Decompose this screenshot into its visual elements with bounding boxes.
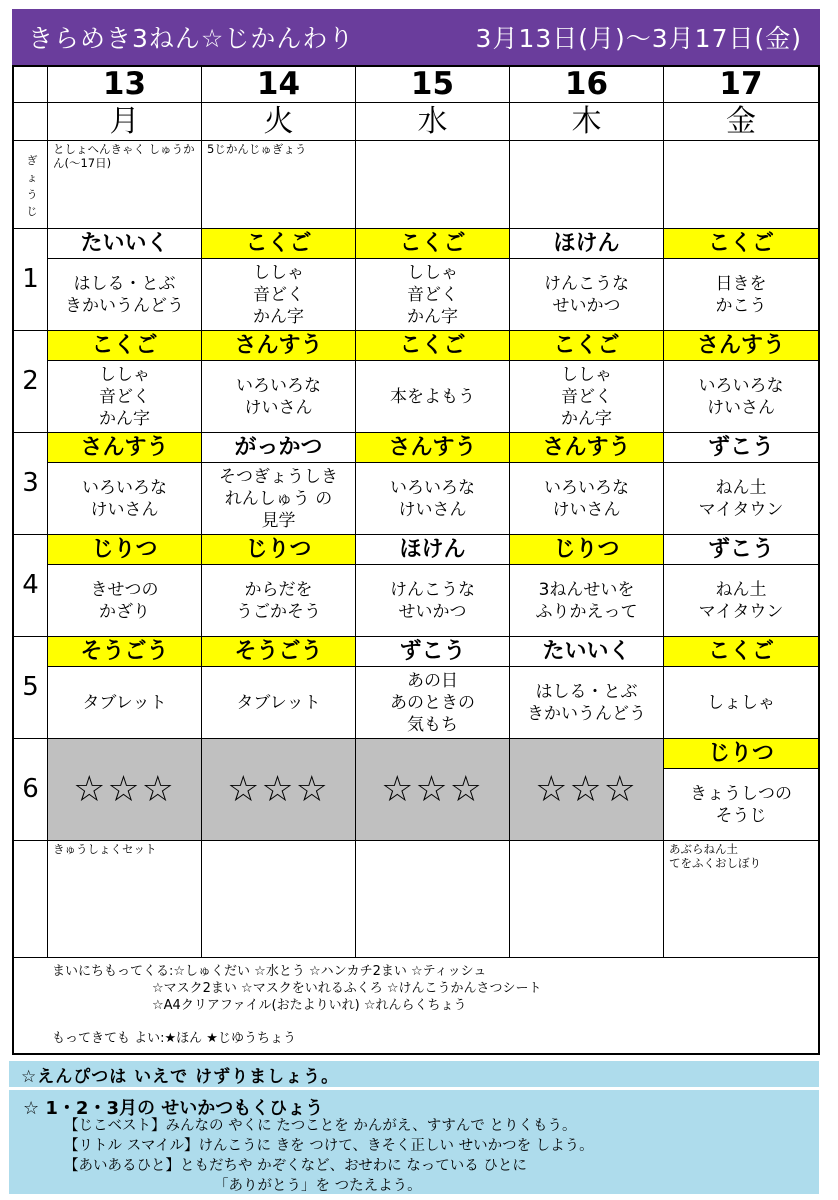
lesson-detail: ししゃ 音どく かん字	[407, 263, 458, 327]
subject-label: ずこう	[664, 432, 818, 463]
weekday-name: 金	[726, 104, 756, 139]
goal-line: 【リトル スマイル】けんこうに きを つけて、きそく正しい せいかつを しよう。	[64, 1138, 594, 1154]
row-divider	[14, 432, 818, 433]
divider	[14, 102, 818, 103]
belongings-text: きゅうしょくセット	[53, 842, 157, 856]
period-number: 1	[22, 264, 39, 294]
lesson-cell	[356, 432, 510, 534]
belongings-row	[14, 840, 818, 957]
period-number-cell	[14, 738, 48, 840]
period-row	[14, 738, 818, 840]
day-header-row	[14, 67, 818, 140]
period-number-cell	[14, 636, 48, 738]
day-number: 17	[719, 66, 763, 102]
lesson-cell	[664, 534, 818, 636]
lesson-cell	[664, 738, 818, 840]
lesson-detail: いろいろな けいさん	[698, 376, 784, 418]
lesson-cell	[48, 330, 202, 432]
notes-line: ☆A4クリアファイル(おたよりいれ) ☆れんらくちょう	[152, 998, 467, 1013]
subject-label: こくご	[664, 228, 818, 259]
subject-label: じりつ	[202, 534, 355, 565]
event-cell	[48, 140, 202, 228]
event-cell	[510, 140, 664, 228]
belongings-label-cell	[14, 840, 48, 957]
goal-line: 「ありがとう」を つたえよう。	[214, 1178, 422, 1194]
corner-cell	[14, 67, 48, 140]
no-class-cell	[356, 738, 510, 840]
daily-items-notes	[14, 957, 818, 1053]
lesson-cell	[202, 534, 356, 636]
events-label: ぎょうじ	[26, 154, 38, 218]
lesson-cell	[510, 228, 664, 330]
subject-label: さんすう	[510, 432, 663, 463]
lesson-cell	[48, 432, 202, 534]
subject-label: たいいく	[48, 228, 201, 259]
subject-label: じりつ	[664, 738, 818, 769]
timetable-header	[12, 9, 820, 65]
day-number: 14	[256, 66, 301, 102]
lesson-detail: あの日 あのときの 気もち	[390, 671, 475, 735]
lesson-cell	[202, 228, 356, 330]
belongings-cell	[48, 840, 202, 957]
period-row	[14, 432, 818, 534]
pencil-notice: ☆えんぴつは いえで けずりましょう。	[9, 1061, 819, 1087]
weekday-name: 月	[109, 104, 140, 139]
period-row	[14, 330, 818, 432]
subject-label: こくご	[356, 228, 509, 259]
stars-placeholder: ☆☆☆	[48, 738, 201, 840]
lesson-cell	[510, 534, 664, 636]
subject-label: こくご	[202, 228, 355, 259]
belongings-text: あぶらねん土 てをふくおしぼり	[669, 842, 761, 870]
lesson-cell	[664, 228, 818, 330]
lesson-cell	[510, 330, 664, 432]
lesson-cell	[356, 228, 510, 330]
event-cell	[202, 140, 356, 228]
lesson-cell	[48, 534, 202, 636]
goal-line: 【じこベスト】みんなの やくに たつことを かんがえ、すすんで とりくもう。	[64, 1118, 577, 1134]
lesson-detail: きせつの かざり	[90, 580, 159, 622]
row-divider	[14, 534, 818, 535]
lesson-cell	[48, 228, 202, 330]
lesson-cell	[664, 330, 818, 432]
event-text: としょへんきゃく しゅうかん(〜17日)	[53, 142, 195, 170]
day-number: 16	[564, 66, 609, 102]
lesson-detail: 3ねんせいを ふりかえって	[535, 580, 638, 622]
day-header-cell	[356, 67, 510, 140]
subject-label: さんすう	[356, 432, 509, 463]
subject-label: そうごう	[202, 636, 355, 667]
lesson-cell	[664, 432, 818, 534]
period-row	[14, 228, 818, 330]
lesson-detail: ねん土 マイタウン	[698, 478, 784, 520]
notes-line: まいにちもってくる:☆しゅくだい ☆水とう ☆ハンカチ2まい ☆ティッシュ	[52, 964, 487, 979]
subject-label: ほけん	[356, 534, 509, 565]
lesson-detail: いろいろな けいさん	[236, 376, 321, 418]
day-header-cell	[202, 67, 356, 140]
subject-label: ずこう	[356, 636, 509, 667]
belongings-cell	[356, 840, 510, 957]
stars-placeholder: ☆☆☆	[356, 738, 509, 840]
lesson-cell	[48, 636, 202, 738]
lesson-cell	[510, 432, 664, 534]
lesson-detail: きょうしつの そうじ	[690, 784, 792, 826]
goal-line: 【あいあるひと】ともだちや かぞくなど、おせわに なっている ひとに	[64, 1158, 527, 1174]
subject-label: がっかつ	[202, 432, 355, 463]
day-header-cell	[510, 67, 664, 140]
notes-line: もってきても よい:★ほん ★じゆうちょう	[52, 1031, 296, 1046]
period-row	[14, 534, 818, 636]
life-goals-panel	[9, 1090, 819, 1194]
row-divider	[14, 636, 818, 637]
period-number-cell	[14, 534, 48, 636]
lesson-detail: けんこうな せいかつ	[544, 274, 629, 316]
period-row	[14, 636, 818, 738]
row-divider	[14, 738, 818, 739]
lesson-detail: いろいろな けいさん	[390, 478, 475, 520]
lesson-detail: ししゃ 音どく かん字	[561, 365, 612, 429]
lesson-cell	[202, 330, 356, 432]
lesson-detail: しょしゃ	[707, 693, 775, 713]
lesson-detail: そつぎょうしき れんしゅう の 見学	[219, 467, 338, 531]
subject-label: こくご	[510, 330, 663, 361]
lesson-cell	[510, 636, 664, 738]
stars-placeholder: ☆☆☆	[202, 738, 355, 840]
period-number-cell	[14, 228, 48, 330]
lesson-detail: ししゃ 音どく かん字	[253, 263, 304, 327]
lesson-detail: はしる・とぶ きかいうんどう	[65, 274, 184, 316]
no-class-cell	[510, 738, 664, 840]
weekday-name: 木	[571, 104, 602, 139]
subject-label: さんすう	[48, 432, 201, 463]
lesson-detail: 日きを かこう	[715, 274, 767, 316]
subject-label: ほけん	[510, 228, 663, 259]
lesson-cell	[356, 330, 510, 432]
event-cell	[356, 140, 510, 228]
event-text: 5じかんじゅぎょう	[207, 142, 307, 156]
lesson-detail: からだを うごかそう	[236, 580, 321, 622]
lesson-cell	[356, 636, 510, 738]
belongings-cell	[202, 840, 356, 957]
lesson-detail: ねん土 マイタウン	[698, 580, 784, 622]
belongings-cell	[664, 840, 818, 957]
stars-placeholder: ☆☆☆	[510, 738, 663, 840]
goals-title: ☆ 1・2・3月の せいかつもくひょう	[23, 1098, 324, 1119]
subject-label: そうごう	[48, 636, 201, 667]
lesson-detail: 本をよもう	[390, 387, 475, 407]
subject-label: じりつ	[48, 534, 201, 565]
notes-line: ☆マスク2まい ☆マスクをいれるふくろ ☆けんこうかんさつシート	[152, 981, 542, 996]
no-class-cell	[48, 738, 202, 840]
lesson-cell	[356, 534, 510, 636]
period-number: 3	[22, 468, 39, 498]
lesson-detail: ししゃ 音どく かん字	[99, 365, 150, 429]
period-number: 2	[22, 366, 39, 396]
subject-label: じりつ	[510, 534, 663, 565]
lesson-cell	[664, 636, 818, 738]
subject-label: さんすう	[202, 330, 355, 361]
page-title: きらめき3ねん☆じかんわり	[28, 24, 355, 53]
lesson-detail: タブレット	[82, 693, 167, 713]
period-number: 6	[22, 774, 39, 804]
subject-label: こくご	[48, 330, 201, 361]
day-number: 15	[410, 66, 455, 102]
date-range: 3月13日(月)〜3月17日(金)	[475, 24, 802, 53]
row-divider	[14, 228, 818, 229]
events-label-cell	[14, 140, 48, 228]
period-number: 4	[22, 570, 39, 600]
events-row	[14, 140, 818, 228]
lesson-detail: タブレット	[236, 693, 321, 713]
weekday-name: 水	[417, 104, 448, 139]
lesson-detail: いろいろな けいさん	[544, 478, 629, 520]
no-class-cell	[202, 738, 356, 840]
subject-label: こくご	[664, 636, 818, 667]
belongings-cell	[510, 840, 664, 957]
row-divider	[14, 840, 818, 841]
day-number: 13	[102, 66, 147, 102]
lesson-detail: はしる・とぶ きかいうんどう	[527, 682, 646, 724]
subject-label: さんすう	[664, 330, 818, 361]
subject-label: たいいく	[510, 636, 663, 667]
lesson-detail: けんこうな せいかつ	[390, 580, 475, 622]
day-header-cell	[48, 67, 202, 140]
timetable-grid	[12, 65, 820, 1055]
subject-label: ずこう	[664, 534, 818, 565]
subject-label: こくご	[356, 330, 509, 361]
period-number-cell	[14, 432, 48, 534]
event-cell	[664, 140, 818, 228]
lesson-detail: いろいろな けいさん	[82, 478, 167, 520]
lesson-cell	[202, 636, 356, 738]
period-number-cell	[14, 330, 48, 432]
row-divider	[14, 330, 818, 331]
period-number: 5	[22, 672, 39, 702]
weekday-name: 火	[263, 104, 294, 139]
row-divider	[14, 140, 818, 141]
lesson-cell	[202, 432, 356, 534]
day-header-cell	[664, 67, 818, 140]
